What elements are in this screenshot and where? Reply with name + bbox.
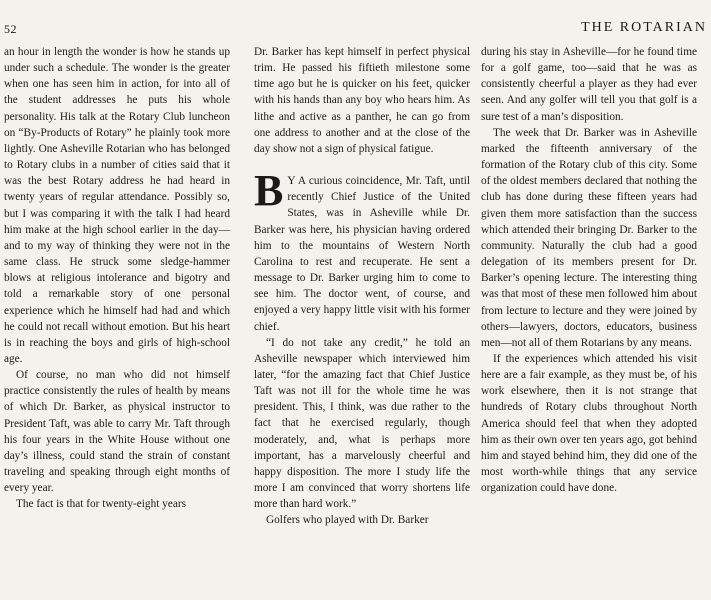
- paragraph: Golfers who played with Dr. Barker: [266, 514, 429, 527]
- section-opening-text: Y A curious coincidence, Mr. Taft, until recently Chief Justice of the United States, was in Asheville while Dr. Barker was here, his physician having ordered him to the mountains of Western North Carolina to rest and recuperate. He sent a message to Dr. Barker urging him to come to see him. The doctor went, of course, and enjoyed a very happy little visit with his former chief.: [254, 175, 470, 333]
- paragraph: If the experiences which attended his visit here are a fair example, as they must be, of his work elsewhere, then it is not strange that hundreds of Rotary clubs throughout North America should feel that when they adopted him as their own over ten years ago, got behind him and stayed behind him, they did one of the most worth-while things that any service organization could have done.: [481, 352, 697, 495]
- paragraph: The week that Dr. Barker was in Asheville marked the fifteenth anniversary of the formation of the Rotary club of this city. Some of the oldest members declared that nothing the club has done during these fifteen years had given them more satisfaction than the success which attended their bringing Dr. Barker to the community. Naturally the club had a good delegation of its members present for Dr. Barker’s opening lecture. The interesting thing was that most of these men followed him about from lecture to lecture and they were joined by others—lawyers, doctors, educators, business men—not all of them Rotarians by any means.: [481, 126, 697, 349]
- paragraph: “I do not take any credit,” he told an Asheville newspaper which interviewed him later, “for the amazing fact that Chief Justice Taft was not ill for the whole time he was president. This, I think, was due rather to the fact that he exercised regularly, though moderately, and, what is perhaps more important, has a marvelously cheerful and happy disposition. The more I study life the more I am convinced that worry shortens life more than hard work.”: [254, 336, 470, 511]
- paragraph: Of course, no man who did not himself practice consistently the rules of health by means of which Dr. Barker, as physical instructor to President Taft, was able to carry Mr. Taft through his four years in the White House without one day’s illness, could stand the strain of constant traveling and speaking through eight months of every year.: [4, 369, 230, 495]
- running-head: THE ROTARIAN: [581, 20, 707, 35]
- paragraph: an hour in length the wonder is how he stands up under such a schedule. The wonder is the greater when one has seen him in action, for into all of the student addresses he puts his whole personality. His talk at the Rotary Club luncheon on “By-Products of Rotary” he plainly took more lightly. One Asheville Rotarian who has belonged to Rotary clubs in a number of cities said that it was the best Rotary address he had heard in twenty years of regular attendance. Possibly so, but I was comparing it with the talk I had heard him make at the high school earlier in the day—and to my way of thinking they were not in the same class. He struck some sledge-hammer blows at religious intolerance and bigotry and told a remarkable story of one personal experience which he himself had had and which he could not recall without emotion. But his heart is in reaching the boys and girls of high-school age.: [4, 46, 230, 365]
- section-opening-paragraph: [254, 166, 470, 335]
- text-column-3: [481, 44, 697, 496]
- paragraph: Dr. Barker has kept himself in perfect physical trim. He passed his fiftieth milestone some time ago but he is quicker on his feet, quicker with his hands than any boy who hears him. As lithe and active as a panther, he can go from one address to another and at the close of the day show not a sign of physical fatigue.: [254, 46, 470, 155]
- page-number: 52: [4, 22, 17, 36]
- drop-cap: B: [254, 166, 284, 216]
- text-column-2: [254, 44, 470, 529]
- text-column-1: [4, 44, 230, 513]
- paragraph: during his stay in Asheville—for he found time for a golf game, too—said that he was as consistently cheerful a player as they had ever seen. And any golfer will tell you that golf is a sure test of a man’s disposition.: [481, 46, 697, 123]
- paragraph: The fact is that for twenty-eight years: [16, 498, 187, 511]
